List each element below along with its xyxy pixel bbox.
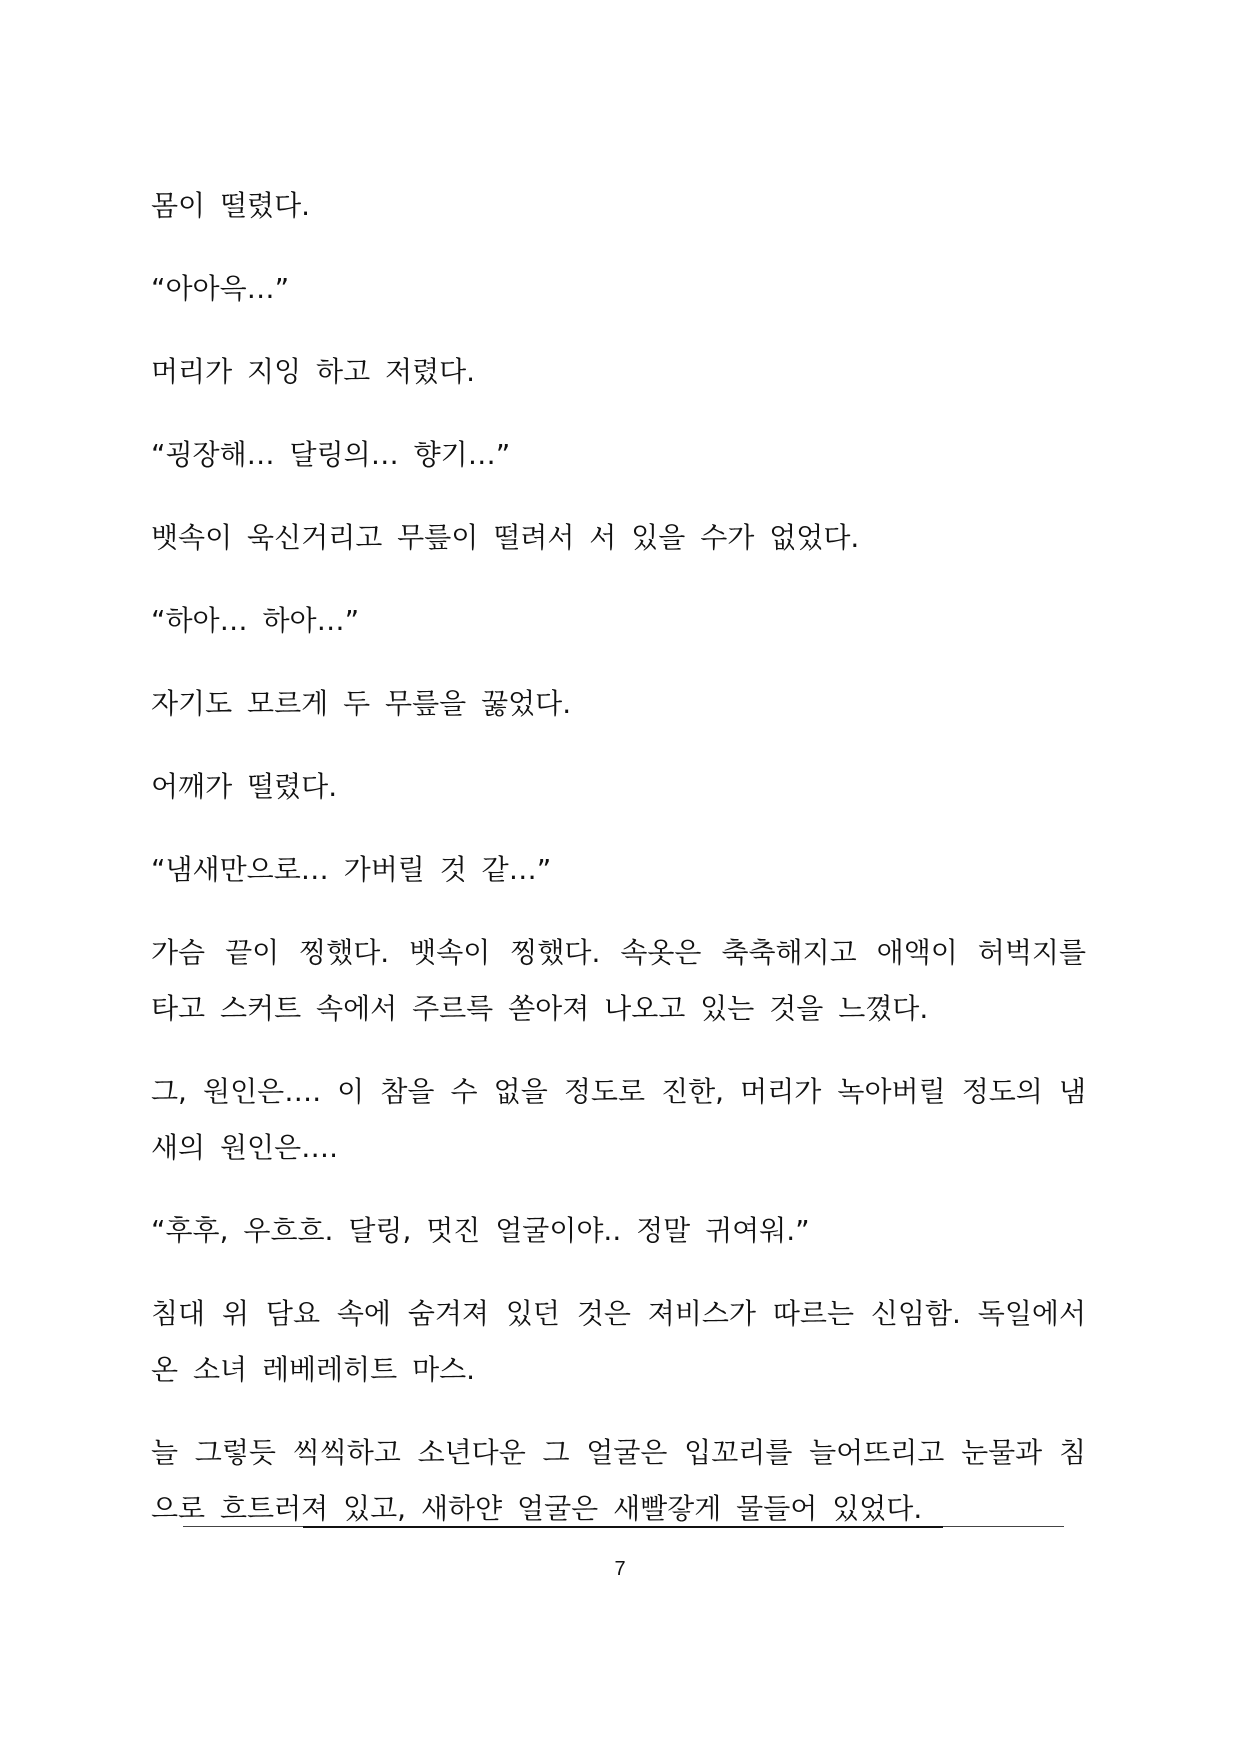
paragraph: 그, 원인은…. 이 참을 수 없을 정도로 진한, 머리가 녹아버릴 정도의 냄새의 원인은…. (151, 1075, 1086, 1164)
body-text (151, 178, 1086, 1564)
paragraph: 늘 그렇듯 씩씩하고 소년다운 그 얼굴은 입꼬리를 늘어뜨리고 눈물과 침으로 흐트러져 있고, 새하얀 얼굴은 새빨갛게 물들어 있었다. (151, 1436, 1086, 1525)
page-number: 7 (614, 1558, 626, 1580)
paragraph: 침대 위 담요 속에 숨겨져 있던 것은 져비스가 따르는 신임함. 독일에서 온 소녀 레베레히트 마스. (151, 1297, 1086, 1386)
footer-divider-accent (303, 1526, 943, 1528)
paragraph: 뱃속이 욱신거리고 무릎이 떨려서 서 있을 수가 없었다. (151, 521, 860, 554)
paragraph: 몸이 떨렸다. (151, 189, 311, 222)
paragraph: 가슴 끝이 찡했다. 뱃속이 찡했다. 속옷은 축축해지고 애액이 허벅지를 타고 스커트 속에서 주르륵 쏟아져 나오고 있는 것을 느꼈다. (151, 936, 1086, 1025)
paragraph: “아아윽…” (151, 272, 290, 305)
paragraph: 머리가 지잉 하고 저렸다. (151, 355, 476, 388)
paragraph: “냄새만으로… 가버릴 것 같…” (151, 853, 552, 886)
paragraph: 자기도 모르게 두 무릎을 꿇었다. (151, 687, 572, 720)
paragraph: 어깨가 떨렸다. (151, 770, 338, 803)
paragraph: “후후, 우흐흐. 달링, 멋진 얼굴이야.. 정말 귀여워.” (151, 1214, 810, 1247)
paragraph: “하아… 하아…” (151, 604, 360, 637)
paragraph: “굉장해… 달링의… 향기…” (151, 438, 511, 471)
